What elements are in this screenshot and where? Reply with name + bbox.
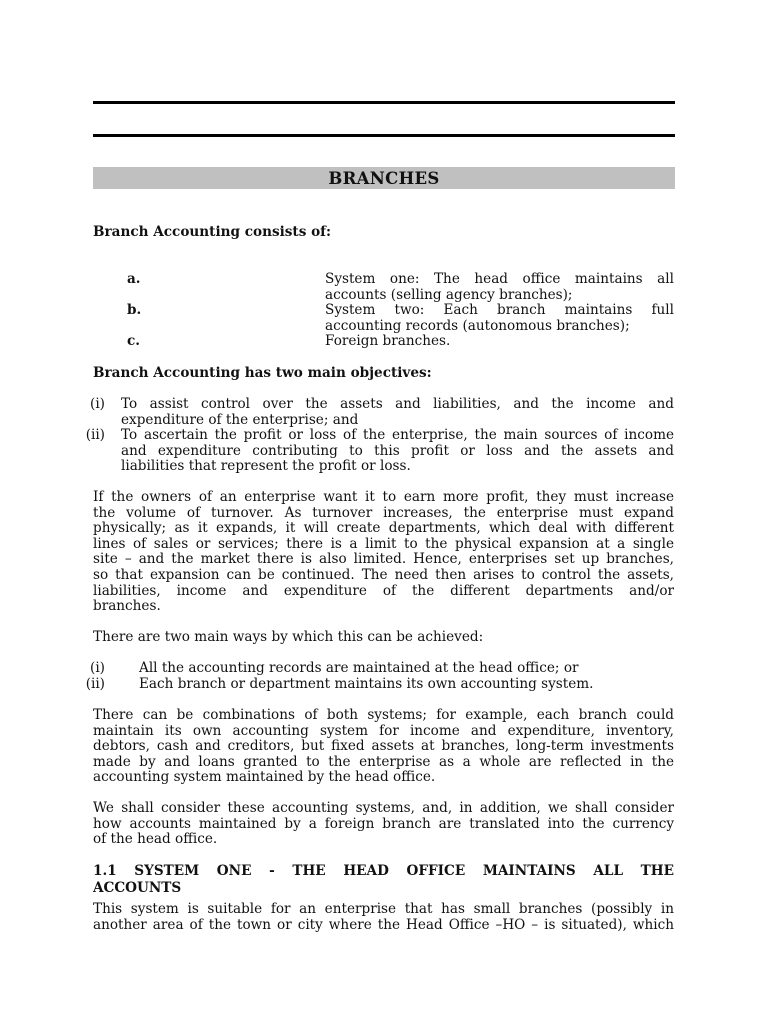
- objective-ii-line-1: To ascertain the profit or loss of the enterprise, the main sources of income: [121, 427, 674, 443]
- paragraph-two-ways: There are two main ways by which this can be achieved:: [93, 629, 484, 645]
- objective-number-ii: (ii): [85, 427, 105, 443]
- para3-line-4: made by and loans granted to the enterprise as a whole are reflected in the: [93, 753, 674, 770]
- para1-line-5: site – and the market there is also limited. Hence, enterprises set up branches,: [93, 551, 674, 568]
- para3-line-2: maintain its own accounting system for income and expenditure, inventory,: [93, 722, 674, 739]
- objective-ii-line-3: liabilities that represent the profit or loss.: [121, 458, 411, 475]
- top-rule: [93, 101, 675, 104]
- intro-heading: Branch Accounting consists of:: [93, 224, 332, 240]
- para4-line-2: how accounts maintained by a foreign branch are translated into the currency: [93, 815, 674, 832]
- paragraph-combinations: [93, 708, 674, 786]
- para1-line-1: If the owners of an enterprise want it to earn more profit, they must increase: [93, 489, 674, 505]
- para3-line-5: accounting system maintained by the head office.: [93, 769, 436, 786]
- objective-item-i: [121, 397, 674, 428]
- way-number-ii: (ii): [85, 676, 105, 692]
- page-title: BRANCHES: [93, 167, 675, 189]
- para3-line-1: There can be combinations of both systems; for example, each branch could: [93, 707, 674, 723]
- way-number-i: (i): [90, 660, 105, 676]
- objective-item-ii: [121, 428, 674, 475]
- paragraph-growth: [93, 490, 674, 615]
- para5-line-1: This system is suitable for an enterprise that has small branches (possibly in: [93, 901, 674, 917]
- system-letter-c: c.: [127, 333, 141, 349]
- para1-line-7: liabilities, income and expenditure of the different departments and/or: [93, 582, 674, 599]
- para4-line-3: of the head office.: [93, 831, 218, 848]
- section-heading-line-2: ACCOUNTS: [93, 879, 182, 896]
- para1-line-8: branches.: [93, 598, 161, 615]
- para5-line-2: another area of the town or city where the Head Office –HO – is situated), which: [93, 916, 674, 933]
- para1-line-6: so that expansion can be continued. The need then arises to control the assets,: [93, 566, 674, 583]
- para1-line-4: lines of sales or services; there is a limit to the physical expansion at a single: [93, 535, 674, 552]
- second-rule: [93, 134, 675, 137]
- section-heading: [93, 863, 674, 896]
- system-item-c: [325, 334, 674, 350]
- objective-number-i: (i): [90, 396, 105, 412]
- system-item-a: [325, 272, 674, 303]
- paragraph-system-one: [93, 902, 674, 933]
- objectives-heading: Branch Accounting has two main objectives:: [93, 365, 432, 381]
- paragraph-foreign: [93, 801, 674, 848]
- system-letter-a: a.: [127, 271, 141, 287]
- section-heading-line-1: 1.1 SYSTEM ONE - THE HEAD OFFICE MAINTAINS ALL THE: [93, 863, 674, 879]
- para4-line-1: We shall consider these accounting systems, and, in addition, we shall consider: [93, 800, 674, 816]
- system-b-line-1: System two: Each branch maintains full: [325, 302, 674, 318]
- way-item-i: All the accounting records are maintained at the head office; or: [139, 660, 579, 676]
- system-item-b: [325, 303, 674, 334]
- system-a-line-1: System one: The head office maintains all: [325, 271, 674, 287]
- objective-ii-line-2: and expenditure contributing to this profit or loss and the assets and: [121, 442, 674, 459]
- system-a-line-2: accounts (selling agency branches);: [325, 286, 573, 303]
- objective-i-line-2: expenditure of the enterprise; and: [121, 411, 359, 428]
- system-c-line-1: Foreign branches.: [325, 333, 451, 349]
- system-b-line-2: accounting records (autonomous branches);: [325, 317, 630, 334]
- objective-i-line-1: To assist control over the assets and liabilities, and the income and: [121, 396, 674, 412]
- para1-line-2: the volume of turnover. As turnover increases, the enterprise must expand: [93, 504, 674, 521]
- system-letter-b: b.: [127, 302, 142, 318]
- para1-line-3: physically; as it expands, it will create departments, which deal with different: [93, 520, 674, 537]
- way-item-ii: Each branch or department maintains its own accounting system.: [139, 676, 594, 692]
- para3-line-3: debtors, cash and creditors, but fixed assets at branches, long-term investments: [93, 738, 674, 755]
